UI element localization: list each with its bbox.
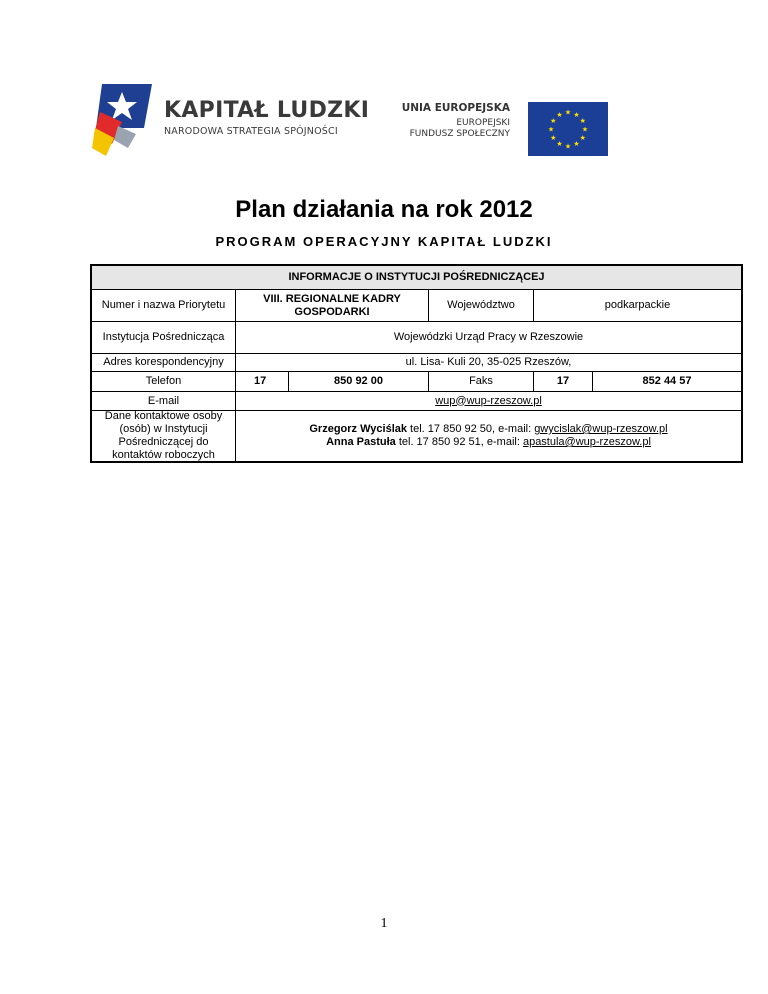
institution-info-table [90, 264, 743, 463]
fax-label: Faks [429, 372, 534, 392]
email-link[interactable]: wup@wup-rzeszow.pl [435, 394, 542, 407]
address-label: Adres korespondencyjny [92, 354, 236, 372]
voivodeship-label: Województwo [429, 290, 534, 322]
contacts-cell [236, 411, 741, 461]
eu-star-icon: ★ [579, 118, 586, 125]
fax-prefix: 17 [534, 372, 593, 392]
page-number: 1 [380, 916, 388, 931]
voivodeship-value: podkarpackie [534, 290, 741, 322]
phone-label: Telefon [92, 372, 236, 392]
contact-name: Grzegorz Wyciślak [309, 423, 407, 435]
institution-value: Wojewódzki Urząd Pracy w Rzeszowie [236, 322, 741, 354]
kapital-ludzki-emblem-icon [92, 82, 158, 156]
eu-logo-line3: FUNDUSZ SPOŁECZNY [409, 129, 510, 139]
contact-line [326, 436, 651, 449]
eu-star-icon: ★ [579, 135, 586, 142]
kapital-ludzki-subtitle: NARODOWA STRATEGIA SPÓJNOŚCI [164, 126, 338, 137]
contact-details: tel. 17 850 92 50, e-mail: [407, 423, 535, 435]
eu-star-icon: ★ [556, 111, 563, 119]
document-title: Plan działania na rok 2012 [235, 196, 533, 223]
institution-label: Instytucja Pośrednicząca [92, 322, 236, 354]
priority-value: VIII. REGIONALNE KADRY GOSPODARKI [236, 290, 429, 322]
kapital-ludzki-logo [92, 82, 370, 156]
eu-logo [392, 90, 624, 162]
phone-prefix: 17 [236, 372, 289, 392]
contact-line [309, 423, 667, 436]
address-value: ul. Lisa- Kuli 20, 35-025 Rzeszów, [236, 354, 741, 372]
contact-email-link[interactable]: gwycislak@wup-rzeszow.pl [534, 423, 668, 435]
eu-logo-line1: UNIA EUROPEJSKA [401, 102, 510, 114]
eu-star-icon: ★ [550, 135, 557, 142]
priority-label: Numer i nazwa Priorytetu [92, 290, 236, 322]
contact-details: tel. 17 850 92 51, e-mail: [395, 436, 523, 448]
eu-star-icon: ★ [581, 126, 589, 134]
eu-star-icon: ★ [573, 141, 580, 149]
eu-star-icon: ★ [556, 141, 563, 149]
eu-star-icon: ★ [547, 126, 555, 134]
eu-logo-text [392, 102, 510, 140]
phone-number: 850 92 00 [289, 372, 429, 392]
eu-star-icon: ★ [564, 109, 572, 117]
email-cell [236, 392, 741, 411]
eu-star-icon: ★ [564, 143, 572, 151]
contact-email-link[interactable]: apastula@wup-rzeszow.pl [522, 436, 651, 448]
document-subtitle: PROGRAM OPERACYJNY KAPITAŁ LUDZKI [215, 234, 553, 249]
email-label: E-mail [92, 392, 236, 411]
contacts-label: Dane kontaktowe osoby (osób) w Instytucji Pośredniczącej do kontaktów roboczych [92, 411, 236, 461]
table-header: INFORMACJE O INSTYTUCJI POŚREDNICZĄCEJ [92, 266, 741, 290]
eu-flag-icon [528, 102, 608, 156]
eu-star-icon: ★ [573, 111, 580, 119]
eu-logo-line2: EUROPEJSKI [456, 118, 510, 128]
contact-name: Anna Pastuła [326, 436, 396, 448]
eu-star-icon: ★ [550, 118, 557, 125]
fax-number: 852 44 57 [593, 372, 741, 392]
kapital-ludzki-title: KAPITAŁ LUDZKI [164, 98, 370, 123]
